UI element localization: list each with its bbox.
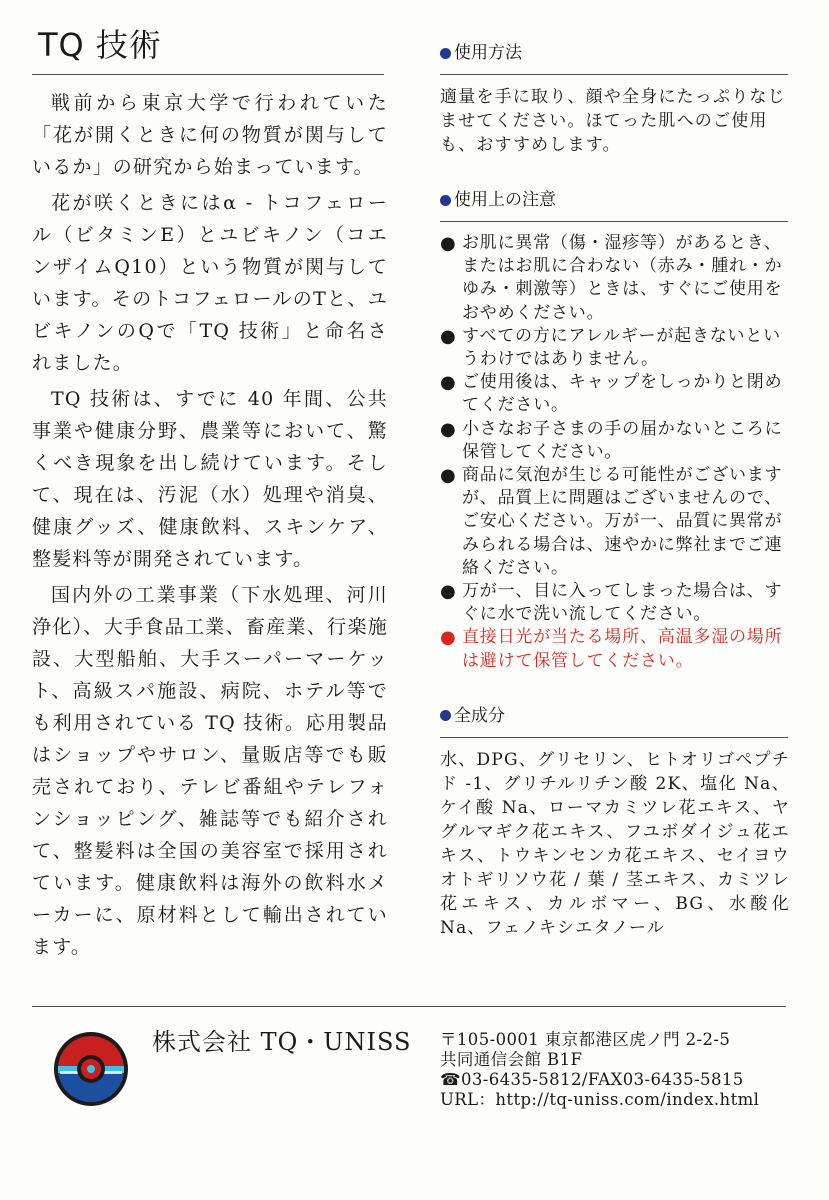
right-column [440,40,790,940]
ingredients-heading [440,703,790,729]
company-name [152,1022,411,1057]
address-building: 共同通信会館 B1F [440,1050,583,1069]
caution-text: 万が一、目に入ってしまった場合は、すぐに水で洗い流してください。 [462,581,783,625]
caution-text: 小さなお子さまの手の届かないところに保管してください。 [462,418,783,462]
ingredients-divider [440,737,788,738]
caution-item [440,232,790,325]
caution-text: お肌に異常（傷・湿疹等）があるとき、またはお肌に合わない（赤み・腫れ・かゆみ・刺激等）ときは、すぐにご使用をおやめください。 [462,233,783,323]
caution-divider [440,221,788,222]
caution-text: 直接日光が当たる場所、高温多湿の場所は避けて保管してください。 [462,627,783,671]
bullet-icon: ● [440,418,457,440]
usage-heading [440,40,790,66]
caution-item [440,371,790,417]
bullet-icon: ● [440,627,457,649]
caution-item [440,580,790,626]
company-address [440,1030,759,1110]
bullet-icon: ● [440,325,457,347]
caution-item [440,325,790,371]
caution-text: 商品に気泡が生じる可能性がございますが、品質上に問題はございませんので、ご安心ください。万が一、品質に異常がみられる場合は、速やかに弊社までご連絡ください。 [462,465,783,578]
footer-divider [32,1006,786,1007]
bullet-icon: ● [440,465,457,487]
caution-list [440,232,790,673]
caution-heading-label: 使用上の注意 [454,190,556,210]
usage-text: 適量を手に取り、顔や全身にたっぷりなじませてください。ほてった肌へのご使用も、おすすめします。 [440,87,786,155]
intro-text [32,87,388,963]
caution-text: すべての方にアレルギーが起きないというわけではありません。 [462,325,781,370]
intro-paragraph: TQ 技術は、すでに 40 年間、公共事業や健康分野、農業等において、驚くべき現象を出し続けています。そして、現在は、汚泥（水）処理や消臭、健康グッズ、健康飲料、スキンケア、整髪料等が開発されています。 [32,388,388,570]
address-phone: ☎03-6435-5812/FAX03-6435-5815 [440,1070,744,1089]
caution-text: ご使用後は、キャップをしっかりと閉めてください。 [462,372,783,416]
company-name-text: 株式会社 TQ・UNISS [152,1028,412,1056]
bullet-dot-icon [440,48,451,59]
page-title: TQ 技術 [38,26,162,64]
caution-heading [440,187,790,213]
address-url: URL：http://tq-uniss.com/index.html [440,1090,760,1109]
bullet-dot-icon [440,710,451,721]
logo-icon [52,1030,130,1108]
intro-paragraph: 花が咲くときにはα - トコフェロール（ビタミンE）とユビキノン（コエンザイムQ10）という物質が関与しています。そのトコフェロールのTと、ユビキノンのQで「TQ 技術」と命名されました。 [32,192,388,374]
title-divider [32,74,384,75]
caution-item [440,418,790,464]
usage-heading-label: 使用方法 [454,43,522,63]
ingredients-heading-label: 全成分 [454,705,505,726]
caution-item [440,464,790,580]
address-postal: 〒105-0001 東京都港区虎ノ門 2-2-5 [440,1030,731,1049]
bullet-dot-icon [440,195,451,206]
ingredients-text: 水、DPG、グリセリン、ヒトオリゴペプチド -1、グリチルリチン酸 2K、塩化 Na、ケイ酸 Na、ローマカミツレ花エキス、ヤグルマギク花エキス、フユボダイジュ花エキス、トウキンセンカ花エキス、セイヨウオトギリソウ花 / 葉 / 茎エキス、カミツレ花エキス、カルボマー、BG、水酸化 Na、フェノキシエタノール [440,749,790,938]
usage-divider [440,74,788,75]
company-logo [52,1030,130,1108]
caution-item-warning [440,626,790,672]
intro-paragraph: 戦前から東京大学で行われていた「花が開くときに何の物質が関与しているか」の研究から始まっています。 [32,92,388,178]
bullet-icon: ● [440,372,457,394]
intro-paragraph: 国内外の工業事業（下水処理、河川浄化）、大手食品工業、畜産業、行楽施設、大型船舶、大手スーパーマーケット、高級スパ施設、病院、ホテル等でも利用されている TQ 技術。応用製品はショップやサロン、量販店等でも販売されており、テレビ番組やテレフォンショッピング、雑誌等でも紹介されて、整髪料は全国の美容室で採用されています。健康飲料は海外の飲料水メーカーに、原材料として輸出されています。 [32,584,388,958]
bullet-icon: ● [440,233,457,254]
bullet-icon: ● [440,581,457,603]
left-column [32,22,388,967]
